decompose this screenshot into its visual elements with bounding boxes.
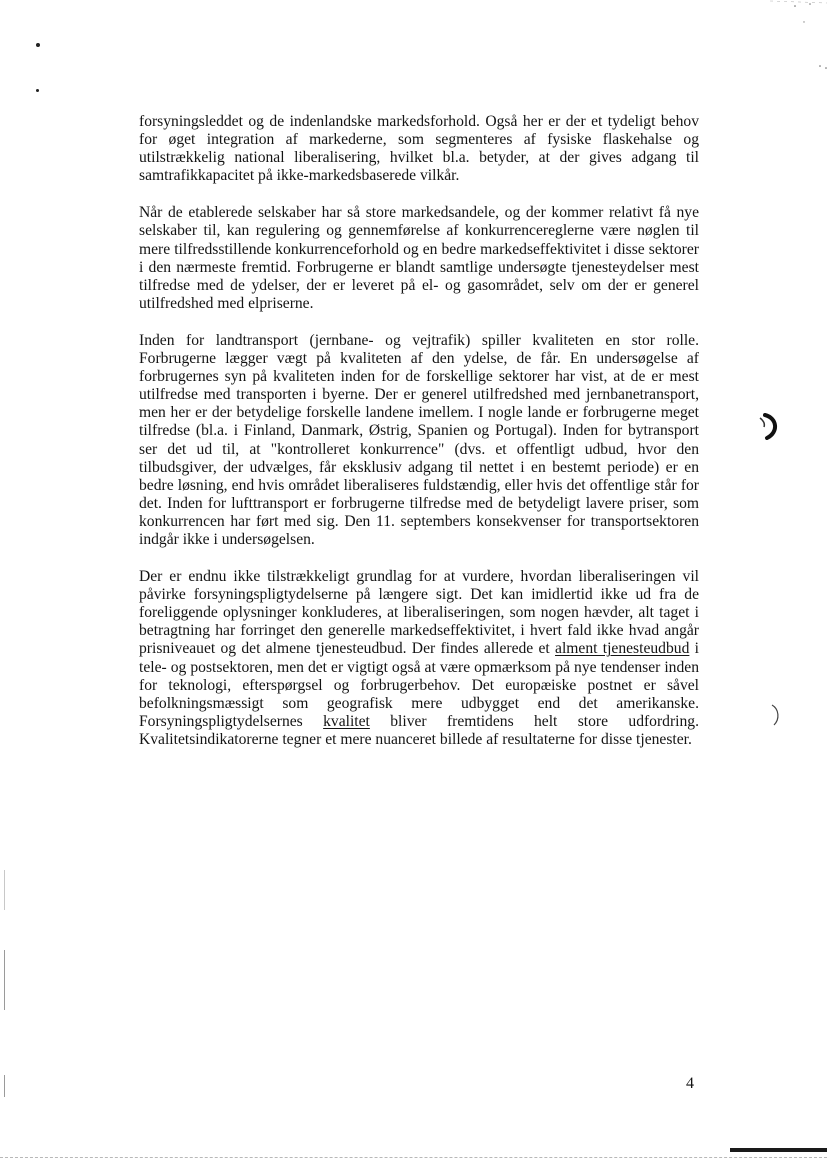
scan-bottom-bar — [730, 1148, 827, 1152]
page-number: 4 — [686, 1075, 694, 1092]
margin-bracket-mark — [756, 412, 782, 440]
paragraph-text: Der er endnu ikke tilstrækkeligt grundlag for at vurdere, hvordan liberaliseringen vil påvirke forsyningspligtydelserne på længere sigt. Det kan imidlertid ikke ud fra de foreliggende oplysninger konkluderes, at liberaliseringen, som nogen hævder, alt taget i betragtning har forringet den generelle markedseffektivitet, i hvert fald ikke hvad angår prisniveauet og det almene tjenesteudbud. Der findes allerede et — [139, 568, 699, 658]
paragraph — [139, 204, 699, 313]
document-body — [139, 113, 699, 768]
paragraph-text: Inden for landtransport (jernbane- og vejtrafik) spiller kvaliteten en stor rolle. Forbrugerne lægger vægt på kvaliteten af den ydelse, de får. En undersøgelse af forbrugernes syn på kvaliteten inden for de forskellige sektorer har vist, at de er mest utilfredse med transporten i byerne. Der er generel utilfredshed med jernbanetransport, men her er der betydelige forskelle landene imellem. I nogle lande er forbrugerne meget tilfredse (bl.a. i Finland, Danmark, Østrig, Spanien og Portugal). Inden for bytransport ser det ud til, at "kontrolleret konkurrence" (dvs. et offentligt udbud, hvor den tilbudsgiver, der udvælges, får eksklusiv adgang til nettet i en bestemt periode) er en bedre løsning, end hvis området liberaliseres fuldstændig, eller hvis det offentlige står for det. Inden for lufttransport er forbrugerne tilfredse med de betydeligt lavere priser, som konkurrencen har ført med sig. Den 11. septembers konsekvenser for transportsektoren indgår ikke i undersøgelsen. — [139, 331, 699, 548]
margin-bracket-mark — [770, 703, 782, 727]
paragraph-text: Når de etablerede selskaber har så store markedsandele, og der kommer relativt få nye selskaber til, kan regulering og gennemførelse af konkurrencereglerne være nøglen til mere tilfredsstillende konkurrenceforhold og en bedre markedseffektivitet i disse sektorer i den nærmeste fremtid. Forbrugerne er blandt samtlige undersøgte tjenesteydelser mest tilfredse med de ydelser, der er leveret på el- og gasområdet, selv om der er generel utilfredshed med elpriserne. — [139, 204, 699, 312]
paragraph-text: bliver fremtidens helt store udfordring. Kvalitetsindikatorerne tegner et mere nuanceret billede af resultaterne for disse tjenester. — [139, 712, 699, 748]
paragraph-text: i tele- og postsektoren, men det er vigtigt også at være opmærksom på nye tendenser inden for teknologi, efterspørgsel og forbrugerbehov. Det europæiske postnet er såvel befolkningsmæssigt som geografisk mere udbygget end det amerikanske. Forsyningspligtydelsernes — [139, 640, 699, 730]
paragraph — [139, 113, 699, 185]
paragraph-text: forsyningsleddet og de indenlandske markedsforhold. Også her er der et tydeligt behov for øget integration af markederne, som segmenteres af fysiske flaskehalse og utilstrækkelig national liberalisering, hvilket bl.a. betyder, at der gives adgang til samtrafikkapacitet på ikke-markedsbaserede vilkår. — [139, 113, 699, 185]
paragraph — [139, 332, 699, 549]
scan-edge-line — [4, 870, 5, 910]
underlined-term: kvalitet — [323, 712, 370, 730]
scan-speck — [36, 43, 40, 47]
scan-bottom-edge — [0, 1157, 827, 1158]
scan-edge-line — [4, 950, 5, 1010]
paragraph — [139, 568, 699, 749]
scan-edge-line — [4, 1075, 5, 1097]
underlined-term: alment tjenesteudbud — [555, 640, 690, 658]
scan-corner-specks — [700, 0, 827, 80]
scan-speck — [36, 89, 39, 92]
